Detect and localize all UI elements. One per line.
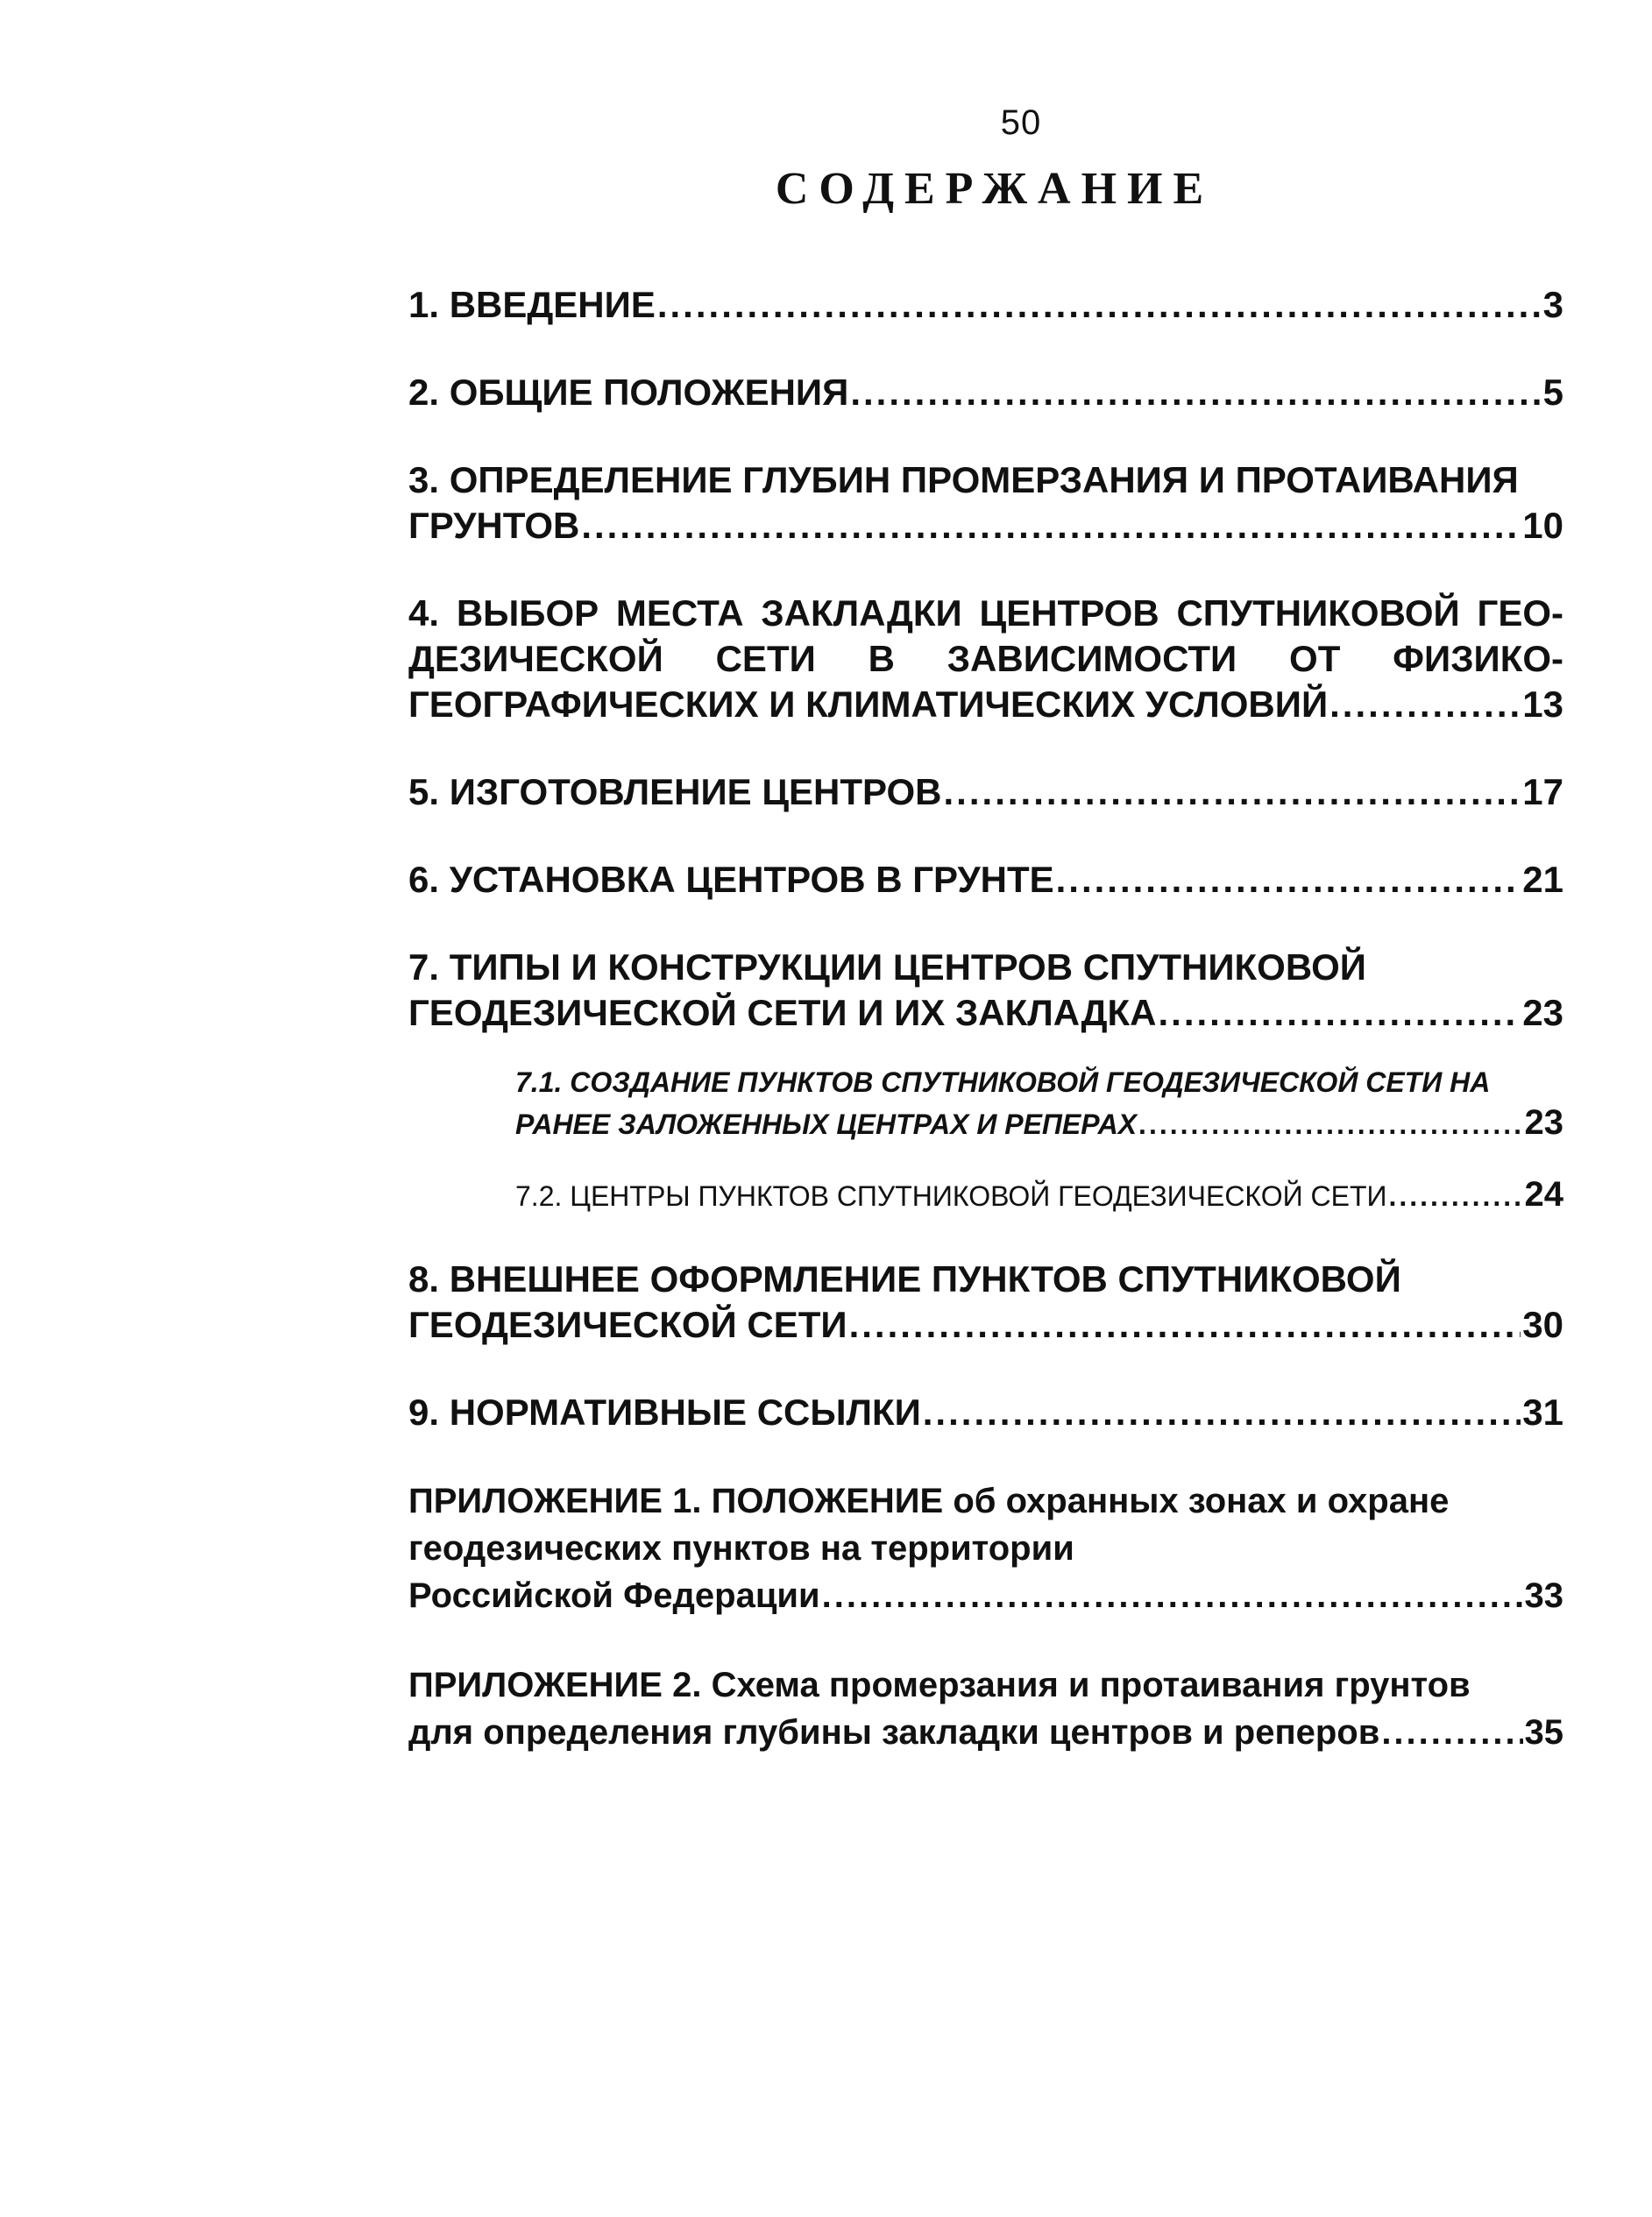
toc-leader-dots [1159, 990, 1521, 1036]
toc-entry-types[interactable] [408, 945, 1563, 1036]
toc-entry-text: геодезических пунктов на территории [408, 1529, 1074, 1568]
toc-entry-text: 9. НОРМАТИВНЫЕ ССЫЛКИ [408, 1392, 921, 1433]
toc-entry-appendix-2[interactable] [408, 1661, 1563, 1756]
toc-leader-dots [657, 282, 1542, 328]
toc-entry-text: ПРИЛОЖЕНИЕ 2. Схема промерзания и протаивания грунтов [408, 1666, 1471, 1704]
toc-page-number: 21 [1522, 859, 1563, 900]
toc-page-number: 23 [1524, 1103, 1563, 1142]
toc-entry-text: 2. ОБЩИЕ ПОЛОЖЕНИЯ [408, 372, 849, 413]
toc-entry-text: 6. УСТАНОВКА ЦЕНТРОВ В ГРУНТЕ [408, 859, 1054, 900]
toc-entry-text: 4. ВЫБОР МЕСТА ЗАКЛАДКИ ЦЕНТРОВ СПУТНИКОВОЙ ГЕО- [408, 592, 1563, 634]
toc-page-number: 13 [1522, 684, 1563, 725]
toc-page-number: 17 [1522, 771, 1563, 812]
toc-page-number: 30 [1522, 1304, 1563, 1345]
toc-entry-text: 7. ТИПЫ И КОНСТРУКЦИИ ЦЕНТРОВ СПУТНИКОВОЙ [408, 946, 1366, 988]
toc-subentry-7-1[interactable] [515, 1062, 1563, 1144]
toc-leader-dots [1388, 1176, 1522, 1216]
toc-entry-appendix-1[interactable] [408, 1477, 1563, 1619]
toc-entry-text: ДЕЗИЧЕСКОЙ СЕТИ В ЗАВИСИМОСТИ ОТ ФИЗИКО- [408, 638, 1563, 679]
page-title: СОДЕРЖАНИЕ [775, 164, 1215, 214]
toc-entry-text: 8. ВНЕШНЕЕ ОФОРМЛЕНИЕ ПУНКТОВ СПУТНИКОВОЙ [408, 1258, 1401, 1300]
table-of-contents [408, 282, 1563, 1798]
toc-entry-text: Российской Федерации [408, 1576, 820, 1615]
toc-leader-dots [923, 1390, 1521, 1435]
toc-leader-dots [1381, 1709, 1522, 1756]
page-number: 50 [1000, 103, 1042, 142]
toc-leader-dots [1138, 1104, 1522, 1144]
toc-leader-dots [822, 1572, 1523, 1619]
toc-page-number: 31 [1522, 1392, 1563, 1433]
toc-entry-freezing-depth[interactable] [408, 457, 1563, 549]
toc-entry-text: 5. ИЗГОТОВЛЕНИЕ ЦЕНТРОВ [408, 771, 942, 812]
toc-entry-text: ГРУНТОВ [408, 505, 580, 546]
toc-subentry-7-2[interactable] [515, 1174, 1563, 1216]
toc-entry-general[interactable] [408, 370, 1563, 415]
toc-entry-text: 7.1. СОЗДАНИЕ ПУНКТОВ СПУТНИКОВОЙ ГЕОДЕЗИЧЕСКОЙ СЕТИ НА [515, 1066, 1491, 1098]
toc-page-number: 10 [1522, 505, 1563, 546]
toc-leader-dots [850, 370, 1541, 415]
toc-entry-introduction[interactable] [408, 282, 1563, 328]
toc-entry-text: 1. ВВЕДЕНИЕ [408, 284, 656, 325]
toc-page-number: 5 [1542, 372, 1563, 413]
toc-entry-references[interactable] [408, 1390, 1563, 1435]
toc-leader-dots [581, 503, 1521, 549]
toc-page-number: 3 [1542, 284, 1563, 325]
toc-leader-dots [944, 769, 1521, 815]
toc-leader-dots [1056, 857, 1521, 903]
toc-entry-text: ПРИЛОЖЕНИЕ 1. ПОЛОЖЕНИЕ об охранных зонах и охране [408, 1482, 1450, 1520]
toc-entry-exterior[interactable] [408, 1257, 1563, 1348]
toc-leader-dots [1329, 682, 1521, 727]
toc-page-number: 35 [1524, 1713, 1563, 1752]
toc-entry-text: ГЕОДЕЗИЧЕСКОЙ СЕТИ [408, 1304, 847, 1345]
toc-leader-dots [849, 1302, 1521, 1348]
toc-page-number: 23 [1522, 992, 1563, 1033]
toc-entry-installation[interactable] [408, 857, 1563, 903]
toc-entry-text: 7.2. ЦЕНТРЫ ПУНКТОВ СПУТНИКОВОЙ ГЕОДЕЗИЧЕСКОЙ СЕТИ [515, 1180, 1387, 1212]
toc-entry-manufacturing[interactable] [408, 769, 1563, 815]
toc-entry-text: 3. ОПРЕДЕЛЕНИЕ ГЛУБИН ПРОМЕРЗАНИЯ И ПРОТАИВАНИЯ [408, 459, 1519, 500]
toc-entry-text: для определения глубины закладки центров и реперов [408, 1713, 1380, 1752]
toc-page-number: 24 [1524, 1175, 1563, 1214]
toc-page-number: 33 [1524, 1576, 1563, 1615]
toc-entry-text: ГЕОГРАФИЧЕСКИХ И КЛИМАТИЧЕСКИХ УСЛОВИЙ [408, 684, 1329, 725]
toc-entry-site-selection[interactable] [408, 591, 1563, 727]
toc-entry-text: РАНЕЕ ЗАЛОЖЕННЫХ ЦЕНТРАХ И РЕПЕРАХ [515, 1108, 1138, 1140]
toc-entry-text: ГЕОДЕЗИЧЕСКОЙ СЕТИ И ИХ ЗАКЛАДКА [408, 992, 1157, 1033]
